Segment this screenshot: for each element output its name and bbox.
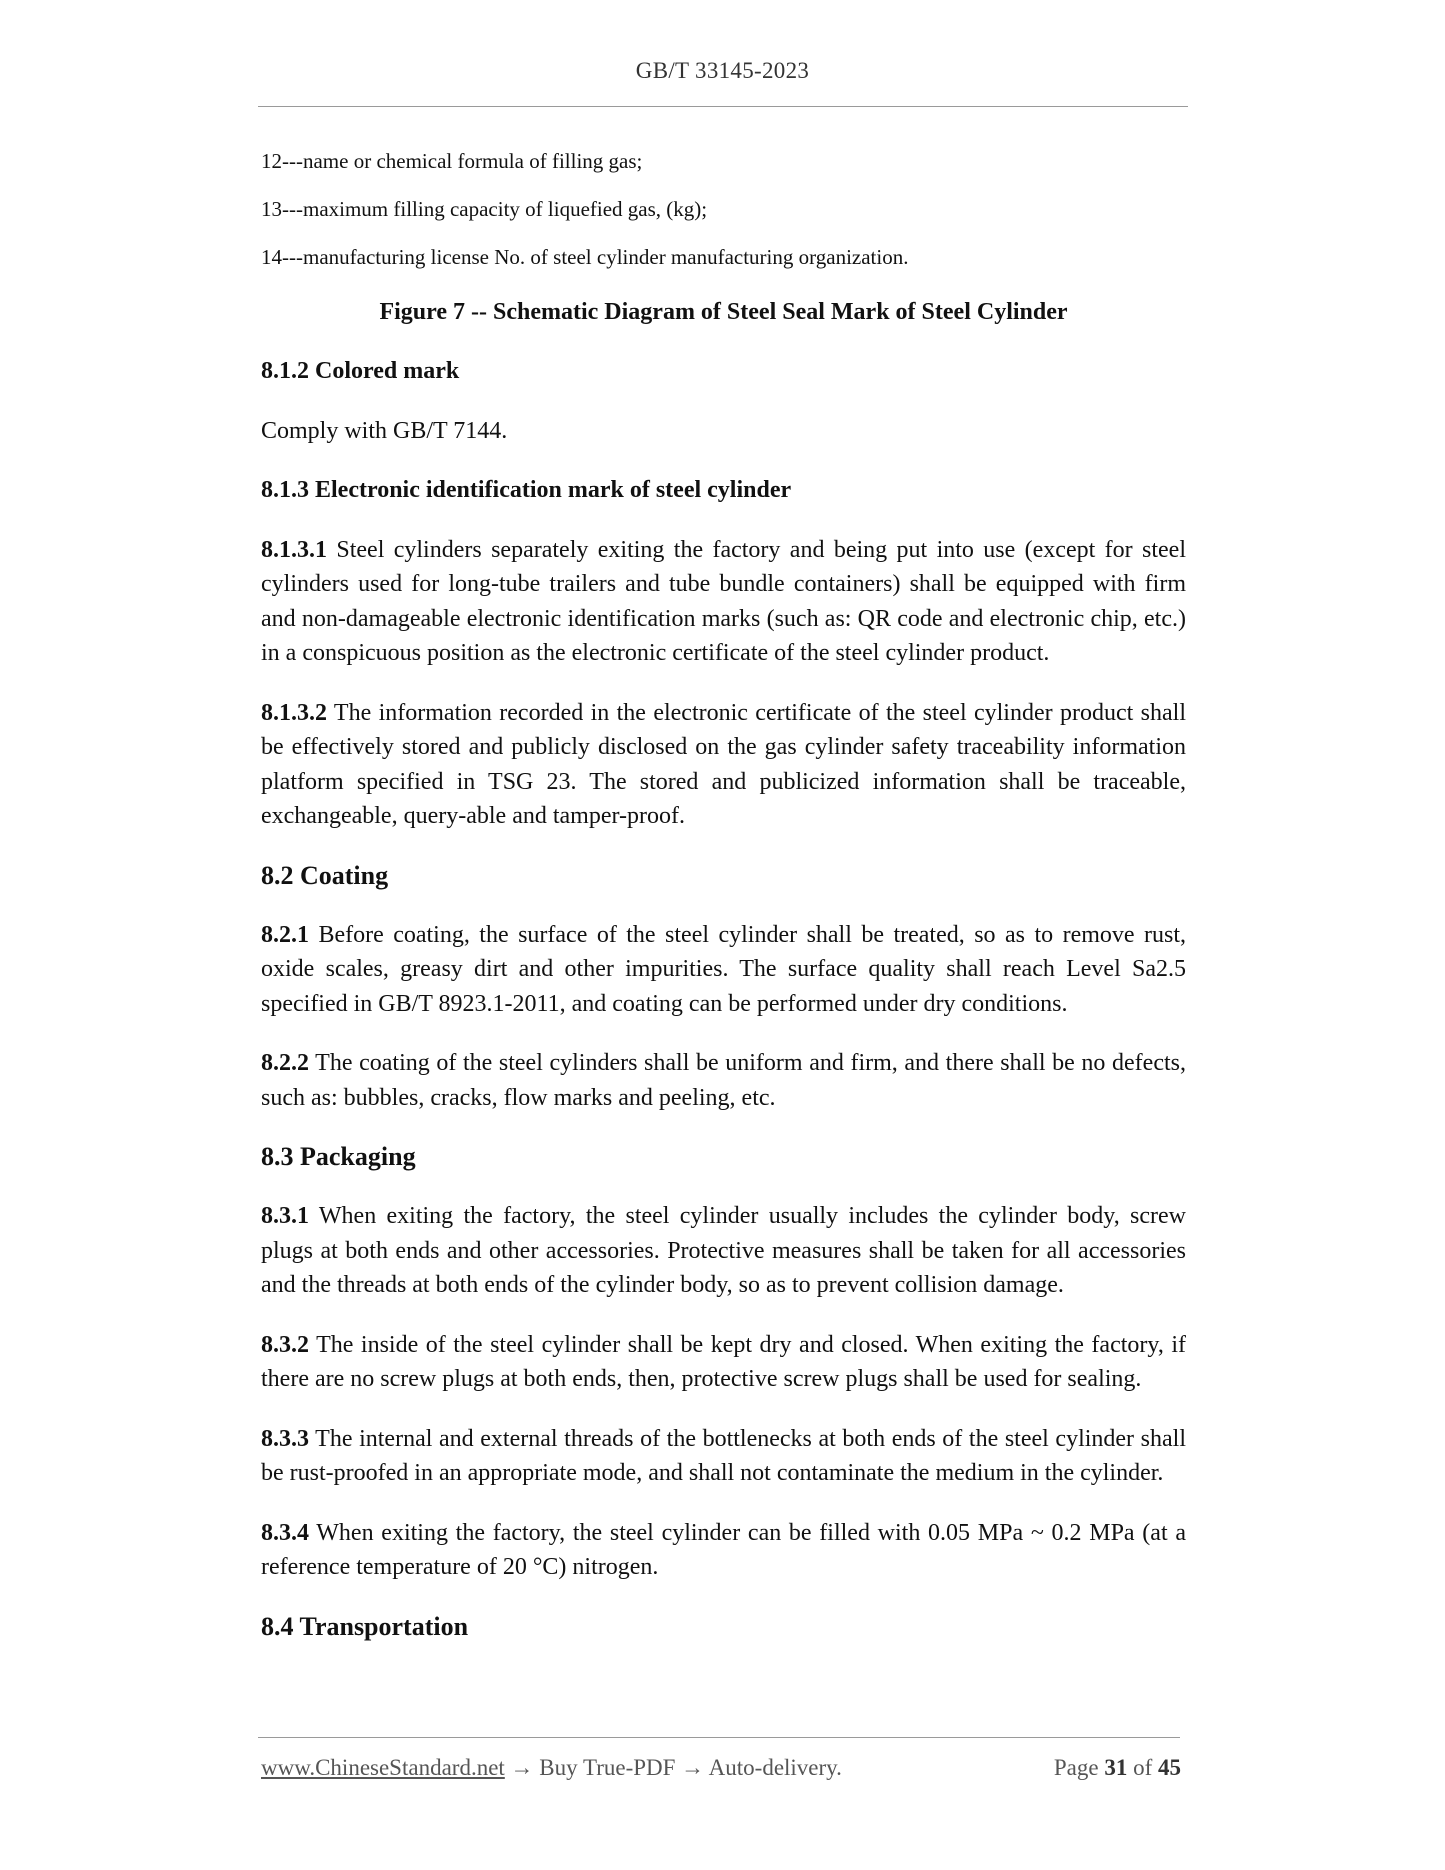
page-indicator (1054, 1755, 1181, 1781)
clause-text: The inside of the steel cylinder shall be kept dry and closed. When exiting the factory, if there are no screw plugs at both ends, then, protective screw plugs shall be used for sealing. (261, 1331, 1186, 1392)
current-page-number: 31 (1104, 1755, 1128, 1780)
heading-8-1-3: 8.1.3 Electronic identification mark of steel cylinder (261, 476, 792, 503)
clause-number: 8.2.2 (261, 1050, 309, 1076)
of-label: of (1127, 1755, 1158, 1780)
clause-number: 8.2.1 (261, 921, 309, 948)
figure-legend-item-13: 13---maximum filling capacity of liquefied gas, (kg); (261, 197, 708, 221)
heading-8-2: 8.2 Coating (261, 860, 389, 890)
figure-caption: Figure 7 -- Schematic Diagram of Steel Seal Mark of Steel Cylinder (379, 299, 1068, 325)
heading-8-1-2: 8.1.2 Colored mark (261, 358, 460, 384)
clause-text: When exiting the factory, the steel cylinder can be filled with 0.05 MPa ~ 0.2 MPa (at a reference temperature of 20 °C) nitrogen. (261, 1519, 1186, 1580)
paragraph-8-3-1 (261, 1199, 1186, 1303)
paragraph-8-3-3 (261, 1422, 1186, 1491)
standard-number: GB/T 33145-2023 (635, 58, 810, 83)
total-pages-number: 45 (1158, 1755, 1181, 1780)
website-link[interactable]: www.ChineseStandard.net (261, 1755, 505, 1780)
clause-text: Steel cylinders separately exiting the factory and being put into use (except for steel cylinders used for long-tube trailers and tube bundle containers) shall be equipped with firm and non-damageable electronic identification marks (such as: QR code and electronic chip, etc.) in a conspicuous position as the electronic certificate of the steel cylinder product. (261, 536, 1186, 666)
page-content (261, 146, 1186, 1669)
clause-text: The coating of the steel cylinders shall be uniform and firm, and there shall be no defects, such as: bubbles, cracks, flow marks and peeling, etc. (261, 1050, 1186, 1111)
clause-number: 8.1.3.1 (261, 536, 327, 563)
heading-8-4: 8.4 Transportation (261, 1611, 469, 1641)
heading-8-3: 8.3 Packaging (261, 1142, 416, 1171)
figure-legend-item-14: 14---manufacturing license No. of steel cylinder manufacturing organization. (261, 245, 909, 269)
figure-legend-item-12: 12---name or chemical formula of filling gas; (261, 149, 643, 173)
footer-promo (261, 1755, 842, 1781)
footer-divider (258, 1737, 1180, 1738)
paragraph-8-1-2: Comply with GB/T 7144. (261, 418, 508, 444)
clause-number: 8.3.2 (261, 1331, 309, 1358)
header-divider (258, 106, 1188, 107)
paragraph-8-1-3-1 (261, 533, 1186, 671)
footer-promo-text: → Buy True-PDF → Auto-delivery. (504, 1755, 842, 1780)
paragraph-8-2-1 (261, 918, 1186, 1022)
paragraph-8-3-2 (261, 1328, 1186, 1397)
clause-number: 8.1.3.2 (261, 699, 327, 726)
clause-number: 8.3.1 (261, 1203, 309, 1229)
paragraph-8-1-3-2 (261, 696, 1186, 834)
paragraph-8-3-4 (261, 1516, 1186, 1585)
clause-text: The information recorded in the electronic certificate of the steel cylinder product shall be effectively stored and publicly disclosed on the gas cylinder safety traceability information platform specified in TSG 23. The stored and publicized information shall be traceable, exchangeable, query-able and tamper-proof. (261, 699, 1186, 829)
document-header (0, 58, 1445, 84)
clause-number: 8.3.3 (261, 1425, 309, 1452)
clause-text: The internal and external threads of the bottlenecks at both ends of the steel cylinder shall be rust-proofed in an appropriate mode, and shall not contaminate the medium in the cylinder. (261, 1425, 1186, 1486)
paragraph-8-2-2 (261, 1046, 1186, 1115)
page-label: Page (1053, 1755, 1105, 1780)
clause-text: Before coating, the surface of the steel cylinder shall be treated, so as to remove rust, oxide scales, greasy dirt and other impurities. The surface quality shall reach Level Sa2.5 specified in GB/T 8923.1-2011, and coating can be performed under dry conditions. (261, 921, 1186, 1017)
clause-text: When exiting the factory, the steel cylinder usually includes the cylinder body, screw plugs at both ends and other accessories. Protective measures shall be taken for all accessories and the threads at both ends of the cylinder body, so as to prevent collision damage. (261, 1203, 1186, 1298)
clause-number: 8.3.4 (261, 1519, 309, 1546)
